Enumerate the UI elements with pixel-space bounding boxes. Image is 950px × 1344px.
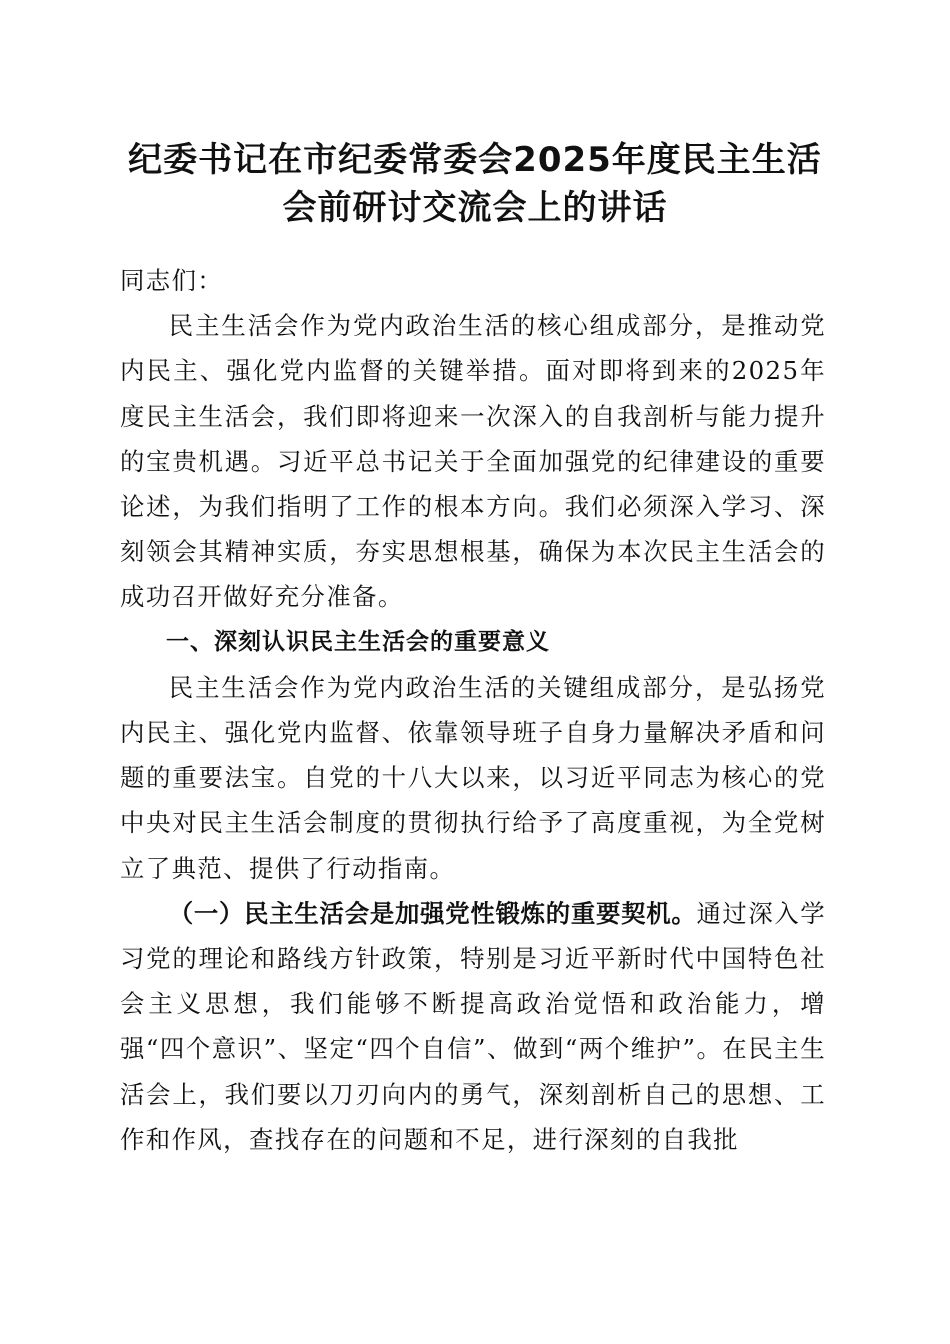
intro-paragraph: 民主生活会作为党内政治生活的核心组成部分，是推动党内民主、强化党内监督的关键举措。面对即将到来的2025年度民主生活会，我们即将迎来一次深入的自我剖析与能力提升的宝贵机遇。习近平总书记关于全面加强党的纪律建设的重要论述，为我们指明了工作的根本方向。我们必须深入学习、深刻领会其精神实质，夯实思想根基，确保为本次民主生活会的成功召开做好充分准备。: [120, 311, 826, 612]
document-title-line-1: 纪委书记在市纪委常委会2025年度民主生活: [128, 140, 822, 180]
section-heading-1: 一、深刻认识民主生活会的重要意义: [166, 628, 550, 655]
section-1-paragraph: 民主生活会作为党内政治生活的关键组成部分，是弘扬党内民主、强化党内监督、依靠领导班子自身力量解决矛盾和问题的重要法宝。自党的十八大以来，以习近平同志为核心的党中央对民主生活会制度的贯彻执行给予了高度重视，为全党树立了典范、提供了行动指南。: [120, 672, 826, 883]
subsection-1-lead: （一）民主生活会是加强党性锻炼的重要契机。: [168, 898, 697, 928]
document-title-line-2: 会前研讨交流会上的讲话: [282, 188, 668, 228]
document-body: [120, 258, 826, 1162]
subsection-1-body: 通过深入学习党的理论和路线方针政策，特别是习近平新时代中国特色社会主义思想，我们能够不断提高政治觉悟和政治能力，增强“四个意识”、坚定“四个自信”、做到“两个维护”。在民主生活会上，我们要以刀刃向内的勇气，深刻剖析自己的思想、工作和作风，查找存在的问题和不足，进行深刻的自我批: [120, 898, 826, 1154]
subsection-1-paragraph: [120, 891, 826, 1162]
salutation: 同志们：: [120, 266, 224, 295]
